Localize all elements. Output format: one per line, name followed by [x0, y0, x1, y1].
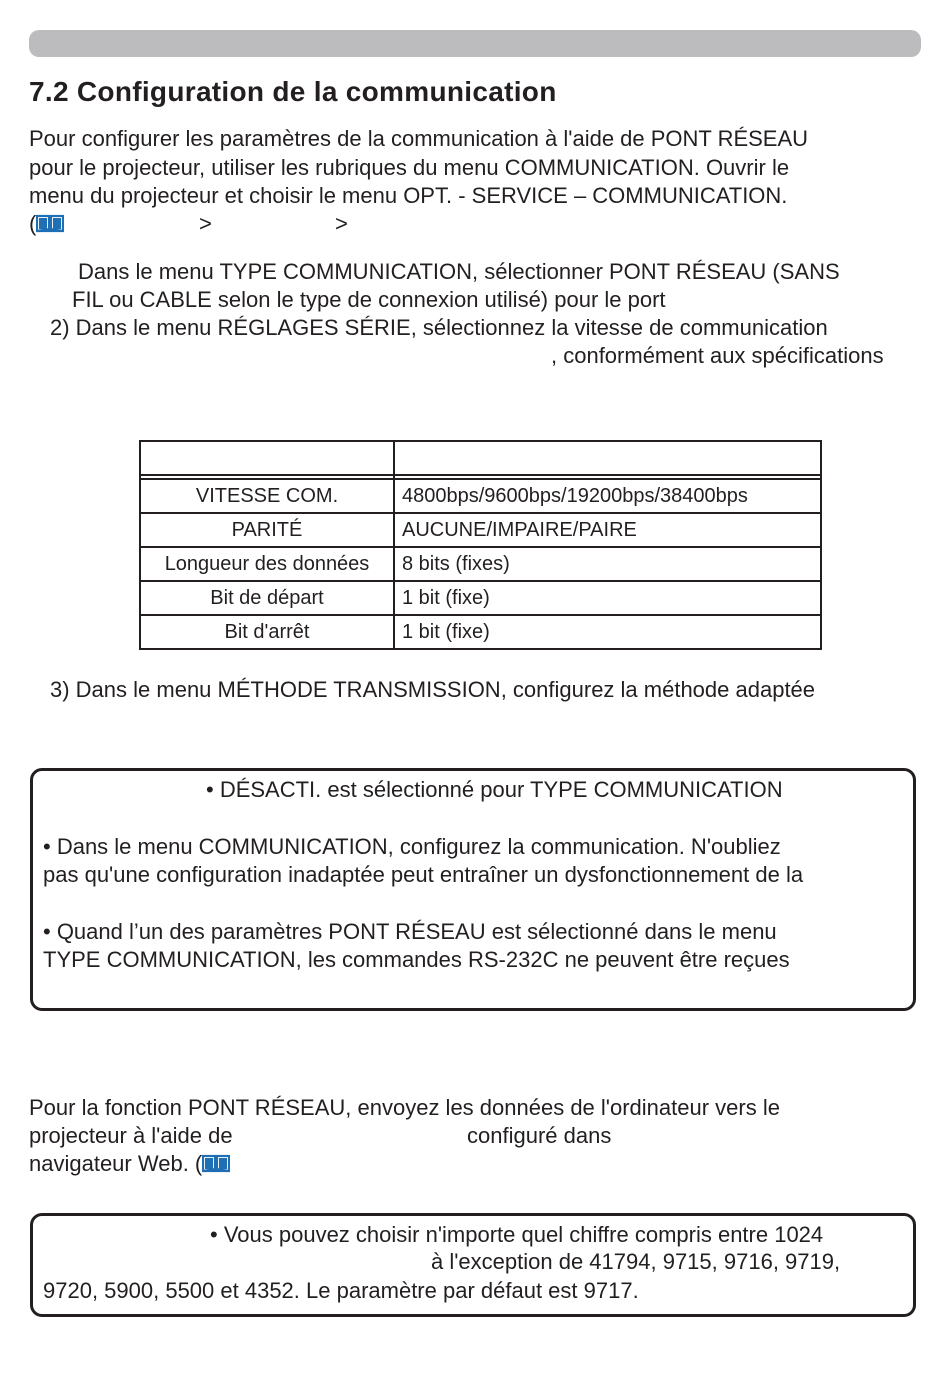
note-box-1: [30, 768, 916, 1011]
book-icon[interactable]: [36, 213, 64, 239]
serial-settings-table: [139, 440, 822, 650]
table-cell-value: AUCUNE/IMPAIRE/PAIRE: [394, 513, 821, 547]
table-header-row: [140, 441, 821, 475]
note-2-line-2: à l'exception de 41794, 9715, 9716, 9719,: [431, 1249, 841, 1274]
table-cell-label: Bit d'arrêt: [140, 615, 394, 649]
note-1-line-3: pas qu'une configuration inadaptée peut entraîner un dysfonctionnement de la: [43, 862, 804, 887]
step-2-line-1: 2) Dans le menu RÉGLAGES SÉRIE, sélectionnez la vitesse de communication: [50, 315, 828, 340]
step-3-line: 3) Dans le menu MÉTHODE TRANSMISSION, configurez la méthode adaptée: [50, 677, 816, 702]
table-cell-value: 8 bits (fixes): [394, 547, 821, 581]
table-row: [140, 547, 821, 581]
note-2-line-1: • Vous pouvez choisir n'importe quel chiffre compris entre 1024: [210, 1222, 824, 1247]
section-title: 7.2 Configuration de la communication: [29, 76, 557, 107]
section2-line-2a: projecteur à l'aide de: [29, 1123, 233, 1148]
section2-line-2b: configuré dans: [467, 1123, 612, 1148]
header-bar: [29, 30, 921, 57]
table-cell-label: VITESSE COM.: [140, 479, 394, 513]
step-1-line-1: Dans le menu TYPE COMMUNICATION, sélectionner PONT RÉSEAU (SANS: [78, 259, 840, 284]
reference-line: [29, 211, 348, 239]
table-row: [140, 479, 821, 513]
note-1-line-2: • Dans le menu COMMUNICATION, configurez la communication. N'oubliez: [43, 834, 781, 859]
note-box-2: [30, 1213, 916, 1317]
table-cell-value: 1 bit (fixe): [394, 581, 821, 615]
table-cell-label: Longueur des données: [140, 547, 394, 581]
table-cell-value: 4800bps/9600bps/19200bps/38400bps: [394, 479, 821, 513]
intro-line-2: pour le projecteur, utiliser les rubriques du menu COMMUNICATION. Ouvrir le: [29, 155, 790, 180]
table-header-cell: [140, 441, 394, 475]
note-1-line-4: • Quand l’un des paramètres PONT RÉSEAU est sélectionné dans le menu: [43, 919, 777, 944]
ref-open-paren: (: [29, 211, 37, 236]
section2-line-3-text: navigateur Web. (: [29, 1151, 203, 1176]
table-row: [140, 615, 821, 649]
table-cell-label: PARITÉ: [140, 513, 394, 547]
table-header-cell: [394, 441, 821, 475]
table-cell-value: 1 bit (fixe): [394, 615, 821, 649]
table-row: [140, 581, 821, 615]
note-1-line-1: • DÉSACTI. est sélectionné pour TYPE COMMUNICATION: [206, 777, 783, 802]
step-1-line-2: FIL ou CABLE selon le type de connexion utilisé) pour le port: [72, 287, 666, 312]
table-row: [140, 513, 821, 547]
section2-line-3: [29, 1151, 230, 1179]
step-2-line-2: , conformément aux spécifications: [551, 343, 884, 368]
intro-line-1: Pour configurer les paramètres de la communication à l'aide de PONT RÉSEAU: [29, 126, 809, 151]
ref-separator-2: >: [335, 211, 348, 236]
section2-line-1: Pour la fonction PONT RÉSEAU, envoyez les données de l'ordinateur vers le: [29, 1095, 780, 1120]
intro-line-3: menu du projecteur et choisir le menu OPT. - SERVICE – COMMUNICATION.: [29, 183, 788, 208]
ref-separator-1: >: [199, 211, 212, 236]
note-1-line-5: TYPE COMMUNICATION, les commandes RS-232C ne peuvent être reçues: [43, 947, 790, 972]
table-cell-label: Bit de départ: [140, 581, 394, 615]
note-2-line-3: 9720, 5900, 5500 et 4352. Le paramètre par défaut est 9717.: [43, 1278, 639, 1303]
book-icon[interactable]: [202, 1153, 230, 1179]
